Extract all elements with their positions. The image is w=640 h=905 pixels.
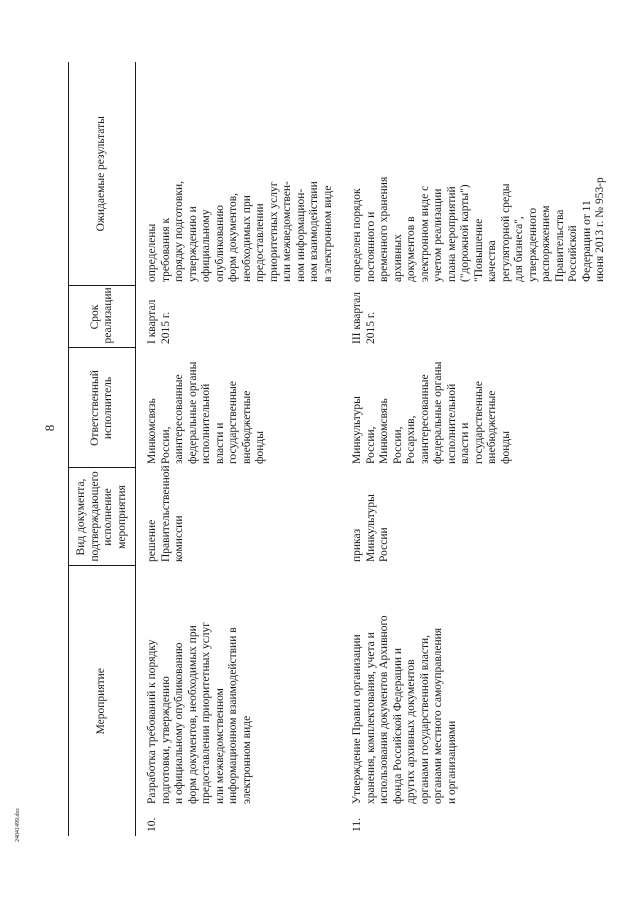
table-row [341, 62, 614, 836]
page-number: 8 [42, 424, 57, 432]
rotated-sheet [68, 62, 606, 836]
measure-text: Утверждение Правил организации хранения, комплектования, учета и использования документов Архивного фонда Российской Федерации и других архивных документов органами государственной власти, органами местного самоуправления и организациями [351, 615, 458, 804]
header-executor: Ответственный исполнитель [69, 348, 136, 468]
header-results: Ожидаемые результаты [69, 62, 136, 286]
measures-table [68, 62, 614, 836]
header-term: Срок реализации [69, 286, 136, 348]
term-cell: I квартал 2015 г. [146, 299, 172, 344]
table-header-row [69, 62, 136, 836]
header-document: Вид документа, подтверждающего исполнение мероприятия [69, 468, 136, 566]
table-row [136, 62, 342, 836]
document-cell: приказ Минкультуры России [351, 494, 390, 562]
executor-cell: Минкультуры России, Минкомсвязь России, Росархив, заинтересованные федеральные органы исполнительной власти и государственные внебюджетные фонды [351, 361, 512, 464]
executor-cell: Минкомсвязь России, заинтересованные федеральные органы исполнительной власти и государственные внебюджетные фонды [146, 361, 266, 464]
results-cell: определены требования к порядку подготовки, утверждению и официальному опубликованию форм документов, необходимых при предоставлении приоритетных услуг или межведомствен- ном информацион- ном взаимодействии в электронном виде [146, 181, 334, 282]
header-measure: Мероприятие [69, 566, 136, 836]
row-number: 11. [351, 818, 363, 832]
document-cell: решение Правительственной комиссии [146, 465, 185, 562]
row-number: 10. [146, 817, 158, 832]
measure-cell [136, 566, 342, 836]
file-label: 24041499.doc [15, 807, 21, 842]
results-cell: определен порядок постоянного и временного хранения архивных документов в электронном виде с учетом реализации плана мероприятий ("дорожной карты") "Повышение качества регуляторной среды для бизнеса", утвержденного распоряжением Правительства Российской Федерации от 11 июня 2013 г. № 953-р [351, 176, 606, 282]
term-cell: III квартал 2015 г. [351, 291, 377, 344]
measure-text: Разработка требований к порядку подготовки, утверждению и официальному опубликованию форм документов, необходимых при предоставлении приоритетных услуг или межведомственном информационном взаимодействии в электронном виде [146, 621, 253, 804]
measure-cell [341, 566, 614, 836]
